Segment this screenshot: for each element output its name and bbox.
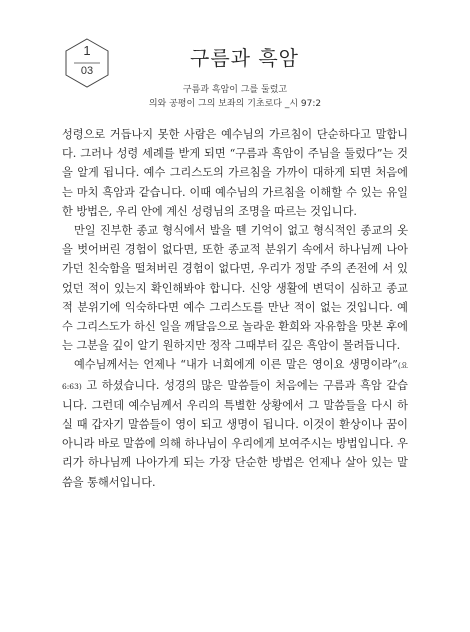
epigraph-line-2: 의와 공평이 그의 보좌의 기초로다 _시 97:2 xyxy=(148,99,322,109)
chapter-number: 1 xyxy=(83,43,91,58)
paragraph-2: 만일 진부한 종교 형식에서 발을 뗀 기억이 없고 형식적인 종교의 옷을 벗어버린 경험이 없다면, 또한 종교적 분위기 속에서 하나님께 나아가던 친숙함을 떨쳐버린 경험이 없다면, 우리가 정말 주의 존전에 서 있었던 적이 있는지 확인해봐야 합니다. 신앙 생활에 변덕이 심하고 종교적 분위기에 익숙하다면 예수 그리스도를 만난 적이 없는 것입니다. 예수 그리스도가 하신 일을 깨달음으로 놀라운 환희와 자유함을 맛본 후에는 그분을 깊이 알기 원하지만 정작 그때부터 깊은 흑암이 몰려듭니다. xyxy=(62,224,408,353)
paragraph-3-quote: 예수님께서는 언제나 “내가 너희에게 이른 말은 영이요 생명이라” xyxy=(74,358,398,372)
paragraph-3-rest: 고 하셨습니다. 성경의 많은 말씀들이 처음에는 구름과 흑암 같습니다. 그런데 예수님께서 우리의 특별한 상황에서 그 말씀들을 다시 하실 때 갑자기 말씀들이 영이 되고 생명이 됩니다. 이것이 환상이나 꿈이 아니라 바로 말씀에 의해 하나님이 우리에게 보여주시는 방법입니다. 우리가 하나님께 나아가게 되는 가장 단순한 방법은 언제나 살아 있는 말씀을 통해서입니다. xyxy=(62,378,408,489)
epigraph-line-1: 구름과 흑암이 그를 둘렀고 xyxy=(182,85,288,95)
paragraph-1: 성령으로 거듭나지 못한 사람은 예수님의 가르침이 단순하다고 말합니다. 그러나 성령 세례를 받게 되면 “구름과 흑암이 주님을 둘렀다”는 것을 알게 됩니다. 예수 그리스도의 가르침을 가까이 대하게 되면 처음에는 마치 흑암과 같습니다. 이때 예수님의 가르침을 이해할 수 있는 유일한 방법은, 우리 안에 계신 성령님의 조명을 따르는 것입니다. xyxy=(62,128,408,218)
scripture-reference: (요 6:63) xyxy=(62,361,408,391)
paragraph-3 xyxy=(62,355,408,491)
chapter-page: 03 xyxy=(80,65,94,77)
body-text xyxy=(62,125,408,492)
page-title: 구름과 흑암 xyxy=(190,46,299,70)
chapter-badge xyxy=(65,38,109,88)
